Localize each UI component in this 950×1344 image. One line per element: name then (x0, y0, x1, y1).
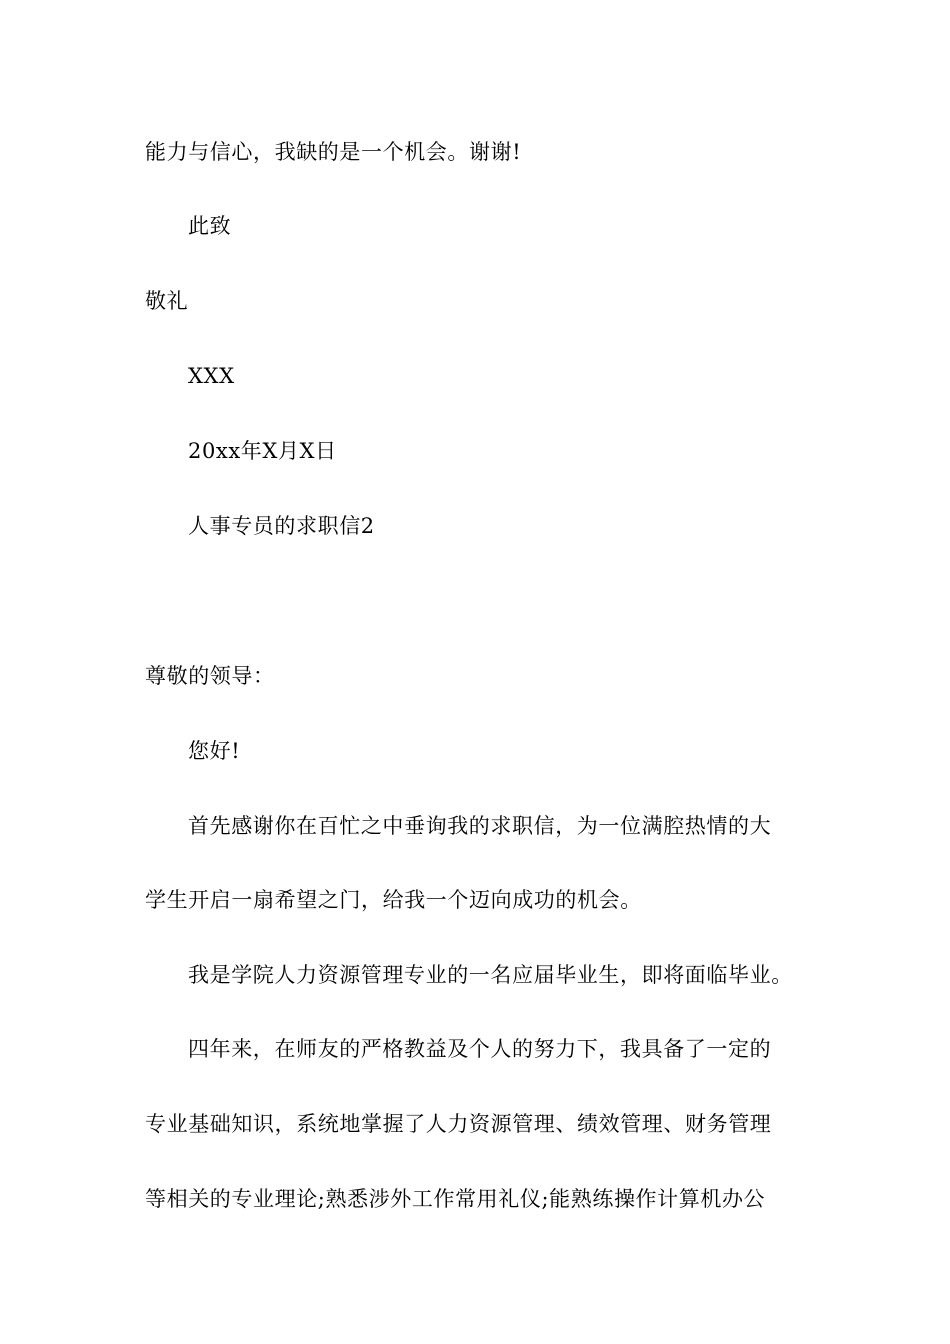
section-title: 人事专员的求职信2 (188, 514, 375, 538)
salutation-cizhi: 此致 (188, 214, 232, 238)
paragraph-line: 等相关的专业理论;熟悉涉外工作常用礼仪;能熟练操作计算机办公 (145, 1187, 766, 1211)
salutation-jingli: 敬礼 (145, 289, 189, 313)
paragraph-line: 专业基础知识，系统地掌握了人力资源管理、绩效管理、财务管理 (145, 1112, 772, 1136)
paragraph-line: 学生开启一扇希望之门，给我一个迈向成功的机会。 (145, 888, 642, 912)
paragraph-line: 我是学院人力资源管理专业的一名应届毕业生，即将面临毕业。 (188, 963, 793, 987)
paragraph-line: 四年来，在师友的严格教益及个人的努力下，我具备了一定的 (188, 1037, 772, 1061)
letter-closing-line: 能力与信心，我缺的是一个机会。谢谢! (145, 140, 522, 164)
greeting-addressee: 尊敬的领导： (145, 664, 275, 688)
signature-name: XXX (188, 364, 235, 388)
paragraph-line: 首先感谢你在百忙之中垂询我的求职信，为一位满腔热情的大 (188, 814, 772, 838)
greeting-hello: 您好! (188, 739, 241, 763)
signature-date: 20xx年X月X日 (188, 439, 337, 463)
